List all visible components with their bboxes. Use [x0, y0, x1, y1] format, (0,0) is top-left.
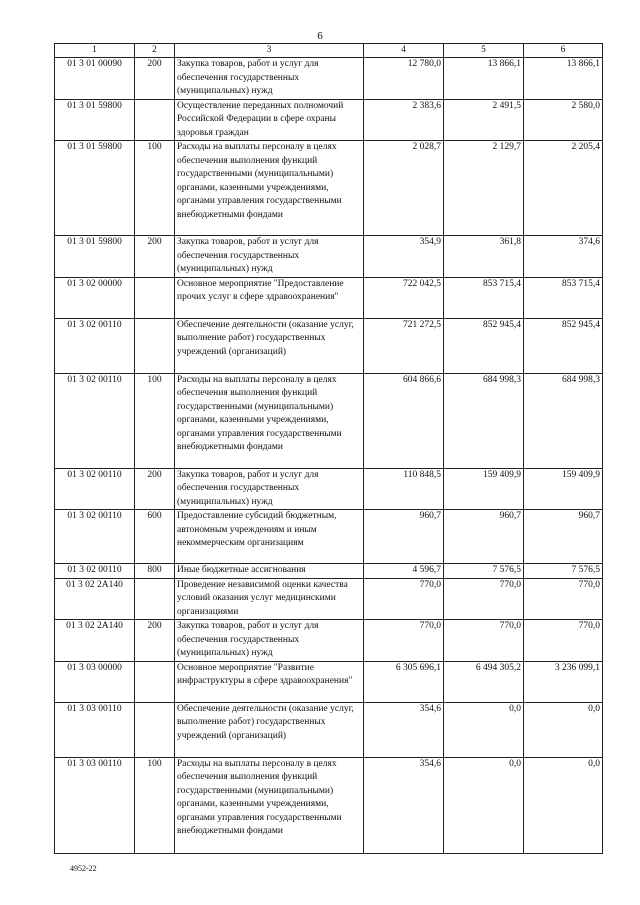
- row-value-1: 960,7: [364, 510, 444, 564]
- table-header-row: [55, 44, 603, 58]
- row-name: Основное мероприятие "Предоставление прочих услуг в сфере здравоохранения": [175, 277, 364, 318]
- row-value-3: 2 580,0: [524, 99, 603, 141]
- row-expense-type: 200: [135, 620, 175, 662]
- row-value-2: 960,7: [444, 510, 524, 564]
- row-name: Расходы на выплаты персоналу в целях обеспечения выполнения функций государственными (муниципальными) органами, казенными учреждениями, органами управления государственными внебюджетными фондами: [175, 141, 364, 236]
- row-value-3: 3 236 099,1: [524, 661, 603, 702]
- row-expense-type: 200: [135, 468, 175, 510]
- row-value-3: 684 998,3: [524, 373, 603, 468]
- row-value-3: 0,0: [524, 757, 603, 853]
- row-code: 01 3 01 59800: [55, 99, 135, 141]
- row-code: 01 3 01 59800: [55, 236, 135, 278]
- table-row: [55, 318, 603, 373]
- row-code: 01 3 02 00110: [55, 564, 135, 579]
- table-row: [55, 757, 603, 853]
- row-name: Закупка товаров, работ и услуг для обеспечения государственных (муниципальных) нужд: [175, 468, 364, 510]
- row-value-1: 354,6: [364, 702, 444, 757]
- row-expense-type: [135, 99, 175, 141]
- row-value-2: 770,0: [444, 578, 524, 620]
- row-code: 01 3 02 00110: [55, 373, 135, 468]
- row-value-2: 159 409,9: [444, 468, 524, 510]
- row-value-3: 770,0: [524, 620, 603, 662]
- row-code: 01 3 02 00110: [55, 510, 135, 564]
- row-name: Обеспечение деятельности (оказание услуг, выполнение работ) государственных учреждений (организаций): [175, 318, 364, 373]
- header-cell: 5: [444, 44, 524, 58]
- row-value-2: 0,0: [444, 702, 524, 757]
- header-cell: 3: [175, 44, 364, 58]
- row-expense-type: [135, 578, 175, 620]
- row-name: Осуществление переданных полномочий Российской Федерации в сфере охраны здоровья граждан: [175, 99, 364, 141]
- row-value-1: 12 780,0: [364, 58, 444, 100]
- row-name: Обеспечение деятельности (оказание услуг, выполнение работ) государственных учреждений (организаций): [175, 702, 364, 757]
- row-value-2: 2 129,7: [444, 141, 524, 236]
- row-value-3: 0,0: [524, 702, 603, 757]
- row-value-2: 2 491,5: [444, 99, 524, 141]
- table-row: [55, 510, 603, 564]
- row-value-2: 0,0: [444, 757, 524, 853]
- row-name: Закупка товаров, работ и услуг для обеспечения государственных (муниципальных) нужд: [175, 58, 364, 100]
- row-value-2: 853 715,4: [444, 277, 524, 318]
- row-value-1: 770,0: [364, 578, 444, 620]
- row-expense-type: 100: [135, 141, 175, 236]
- row-value-1: 770,0: [364, 620, 444, 662]
- row-name: Иные бюджетные ассигнования: [175, 564, 364, 579]
- row-code: 01 3 01 59800: [55, 141, 135, 236]
- row-value-1: 2 028,7: [364, 141, 444, 236]
- row-name: Расходы на выплаты персоналу в целях обеспечения выполнения функций государственными (муниципальными) органами, казенными учреждениями, органами управления государственными внебюджетными фондами: [175, 757, 364, 853]
- table-row: [55, 661, 603, 702]
- header-cell: 6: [524, 44, 603, 58]
- row-code: 01 3 02 2А140: [55, 578, 135, 620]
- row-expense-type: [135, 702, 175, 757]
- row-value-3: 2 205,4: [524, 141, 603, 236]
- header-cell: 1: [55, 44, 135, 58]
- row-code: 01 3 02 00110: [55, 468, 135, 510]
- table-row: [55, 236, 603, 278]
- row-code: 01 3 01 00090: [55, 58, 135, 100]
- row-value-1: 721 272,5: [364, 318, 444, 373]
- row-value-1: 110 848,5: [364, 468, 444, 510]
- row-value-3: 853 715,4: [524, 277, 603, 318]
- row-code: 01 3 03 00000: [55, 661, 135, 702]
- row-value-3: 960,7: [524, 510, 603, 564]
- row-value-2: 13 866,1: [444, 58, 524, 100]
- row-expense-type: 200: [135, 58, 175, 100]
- row-name: Закупка товаров, работ и услуг для обеспечения государственных (муниципальных) нужд: [175, 620, 364, 662]
- row-code: 01 3 02 00110: [55, 318, 135, 373]
- row-value-2: 852 945,4: [444, 318, 524, 373]
- table-row: [55, 578, 603, 620]
- row-expense-type: 200: [135, 236, 175, 278]
- table-row: [55, 373, 603, 468]
- table-row: [55, 564, 603, 579]
- budget-table: [54, 43, 603, 854]
- row-expense-type: [135, 277, 175, 318]
- table-row: [55, 99, 603, 141]
- row-code: 01 3 03 00110: [55, 757, 135, 853]
- row-value-2: 7 576,5: [444, 564, 524, 579]
- row-value-2: 6 494 305,2: [444, 661, 524, 702]
- row-value-2: 684 998,3: [444, 373, 524, 468]
- row-value-3: 13 866,1: [524, 58, 603, 100]
- row-value-3: 374,6: [524, 236, 603, 278]
- row-value-1: 354,6: [364, 757, 444, 853]
- row-code: 01 3 02 00000: [55, 277, 135, 318]
- row-value-2: 361,8: [444, 236, 524, 278]
- row-name: Основное мероприятие "Развитие инфраструктуры в сфере здравоохранения": [175, 661, 364, 702]
- row-value-2: 770,0: [444, 620, 524, 662]
- row-code: 01 3 02 2А140: [55, 620, 135, 662]
- row-value-1: 354,9: [364, 236, 444, 278]
- table-row: [55, 277, 603, 318]
- row-value-3: 7 576,5: [524, 564, 603, 579]
- row-code: 01 3 03 00110: [55, 702, 135, 757]
- row-name: Закупка товаров, работ и услуг для обеспечения государственных (муниципальных) нужд: [175, 236, 364, 278]
- page-number: 6: [317, 30, 323, 42]
- row-name: Расходы на выплаты персоналу в целях обеспечения выполнения функций государственными (муниципальными) органами, казенными учреждениями, органами управления государственными внебюджетными фондами: [175, 373, 364, 468]
- row-name: Предоставление субсидий бюджетным, автономным учреждениям и иным некоммерческим организациям: [175, 510, 364, 564]
- row-expense-type: [135, 661, 175, 702]
- header-cell: 2: [135, 44, 175, 58]
- header-cell: 4: [364, 44, 444, 58]
- table-row: [55, 702, 603, 757]
- row-expense-type: 600: [135, 510, 175, 564]
- footer-code: 4952-22: [70, 864, 97, 873]
- table-row: [55, 620, 603, 662]
- row-value-3: 159 409,9: [524, 468, 603, 510]
- table-row: [55, 58, 603, 100]
- row-name: Проведение независимой оценки качества условий оказания услуг медицинскими организациями: [175, 578, 364, 620]
- row-value-1: 6 305 696,1: [364, 661, 444, 702]
- row-value-1: 604 866,6: [364, 373, 444, 468]
- table-row: [55, 141, 603, 236]
- row-value-3: 852 945,4: [524, 318, 603, 373]
- row-value-3: 770,0: [524, 578, 603, 620]
- row-expense-type: 100: [135, 757, 175, 853]
- row-value-1: 722 042,5: [364, 277, 444, 318]
- row-expense-type: [135, 318, 175, 373]
- row-expense-type: 100: [135, 373, 175, 468]
- row-value-1: 2 383,6: [364, 99, 444, 141]
- table-row: [55, 468, 603, 510]
- row-value-1: 4 596,7: [364, 564, 444, 579]
- row-expense-type: 800: [135, 564, 175, 579]
